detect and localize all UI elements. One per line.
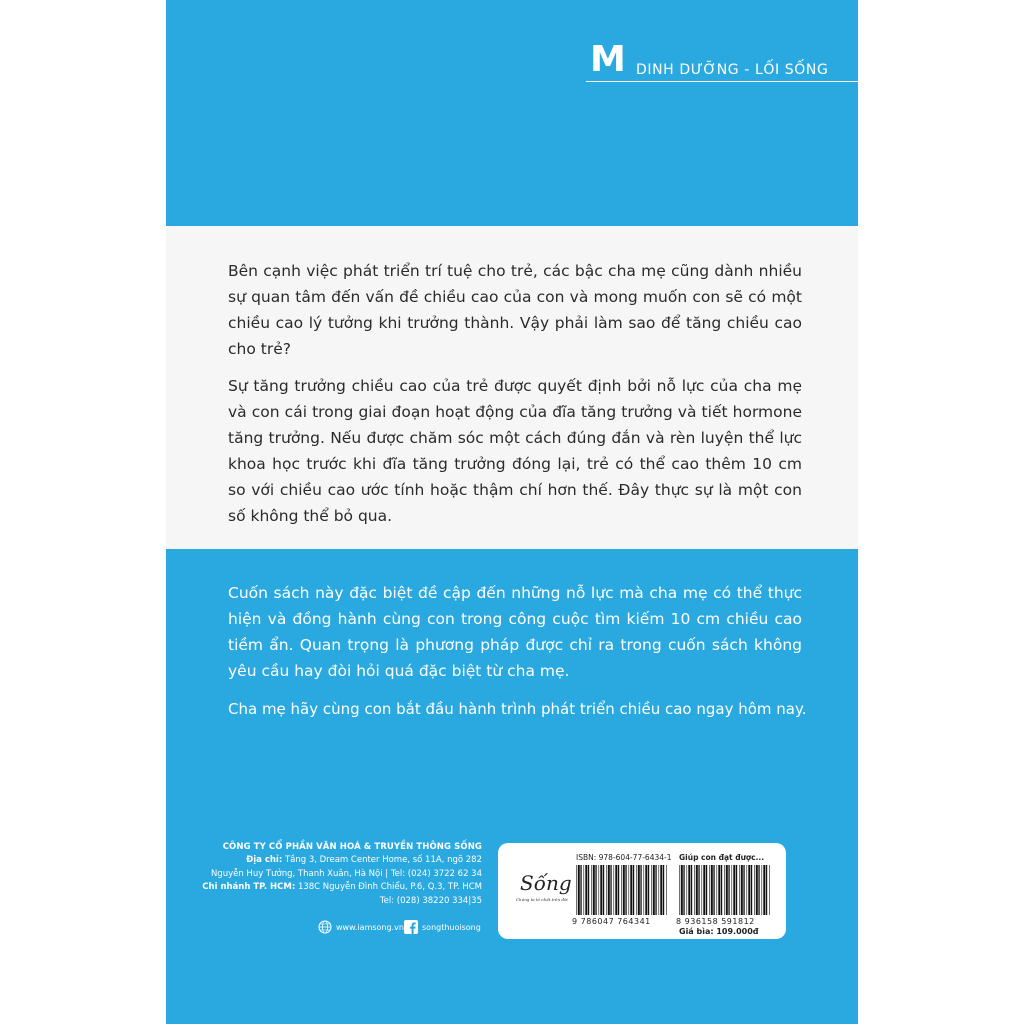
barcode-bar (660, 865, 662, 915)
series-underline (586, 81, 858, 82)
series-name: DINH DƯỠNG - LỐI SỐNG (636, 62, 829, 78)
barcode-bar (721, 865, 722, 915)
branch-text-1: 138C Nguyễn Đình Chiểu, P.6, Q.3, TP. HCM (297, 882, 482, 892)
barcode-bar (630, 865, 632, 915)
barcode-bar (585, 865, 587, 915)
website-link[interactable]: www.iamsong.vn (336, 923, 404, 932)
book-title-short: Giúp con đạt được... (679, 853, 765, 862)
publisher-address-line-2: Nguyễn Huy Tưởng, Thanh Xuân, Hà Nội | Tel: (024) 3722 62 34 (210, 868, 482, 879)
barcode-bar (659, 865, 660, 915)
isbn-barcode (576, 865, 668, 917)
barcode-bar (741, 865, 743, 915)
barcode-bar (769, 865, 770, 915)
barcode-bar (762, 865, 763, 915)
publisher-socials (318, 918, 488, 938)
barcode-bar (756, 865, 758, 915)
barcode-bar (736, 865, 737, 915)
barcode-bar (593, 865, 595, 915)
barcode-bar (595, 865, 596, 915)
barcode-bar (739, 865, 740, 915)
barcode-bar (648, 865, 649, 915)
blurb-paragraph-1: Bên cạnh việc phát triển trí tuệ cho trẻ, các bậc cha mẹ cũng dành nhiều sự quan tâm đến vấn đề chiều cao của con và mong muốn con sẽ có một chiều cao lý tưởng khi trưởng thành. Vậy phải làm sao để tăng chiều cao cho trẻ? (228, 262, 802, 358)
barcode-bar (713, 865, 714, 915)
barcode-bar (733, 865, 735, 915)
barcode-bar (718, 865, 720, 915)
barcode-bar (599, 865, 600, 915)
barcode-bar (666, 865, 667, 915)
barcode-bar (754, 865, 755, 915)
barcode-bar (580, 865, 581, 915)
barcode-bar (629, 865, 630, 915)
barcode-bar (621, 865, 622, 915)
barcode-bar (696, 865, 698, 915)
publisher-name: CÔNG TY CỔ PHẦN VĂN HOÁ & TRUYỀN THÔNG SỐNG (222, 842, 482, 852)
address-text-1: Tầng 3, Dream Center Home, số 11A, ngõ 282 (284, 855, 482, 865)
barcode-bar (608, 865, 610, 915)
barcode-bar (644, 865, 645, 915)
barcode-bar (683, 865, 684, 915)
publisher-info (166, 840, 482, 908)
barcode-bar (614, 865, 615, 915)
barcode-bar (610, 865, 611, 915)
barcode-bar (653, 865, 655, 915)
barcode-bar (623, 865, 625, 915)
blurb-paragraph-2: Sự tăng trưởng chiều cao của trẻ được quyết định bởi nỗ lực của cha mẹ và con cái trong giai đoạn hoạt động của đĩa tăng trưởng và tiết hormone tăng trưởng. Nếu được chăm sóc một cách đúng đắn và rèn luyện thể lực khoa học trước khi đĩa tăng trưởng đóng lại, trẻ có thể cao thêm 10 cm so với chiều cao ước tính hoặc thậm chí hơn thế. Đây thực sự là một con số không thể bỏ qua. (228, 377, 802, 525)
facebook-link[interactable]: songthuoisong (422, 923, 481, 932)
barcode-bar (748, 865, 750, 915)
barcode-bar (694, 865, 695, 915)
barcode-bar (663, 865, 664, 915)
barcode-bar (724, 865, 725, 915)
publisher-logo (516, 869, 572, 913)
barcode-bar (636, 865, 637, 915)
barcode-bar (703, 865, 705, 915)
barcode-bar (763, 865, 765, 915)
barcode-bar (651, 865, 652, 915)
barcode-bar (633, 865, 634, 915)
barcode-bar (603, 865, 604, 915)
book-back-cover (166, 0, 858, 1024)
barcode-bar (576, 865, 577, 915)
logo-tagline: Chúng ta tỏ nhất trên đời (516, 897, 568, 902)
barcode-card (498, 843, 786, 939)
barcode-bar (743, 865, 744, 915)
logo-wordmark: Sống (520, 871, 572, 895)
barcode-bar (728, 865, 729, 915)
barcode-bar (747, 865, 748, 915)
barcode-bar (588, 865, 589, 915)
barcode-bar (655, 865, 656, 915)
address-label: Địa chỉ: (246, 855, 283, 865)
barcode-bar (640, 865, 641, 915)
blurb-paragraph-4: Cha mẹ hãy cùng con bắt đầu hành trình phát triển chiều cao ngay hôm nay. (228, 700, 807, 718)
barcode-bar (706, 865, 707, 915)
barcode-bar (615, 865, 617, 915)
barcode-bar (691, 865, 692, 915)
barcode-bar (726, 865, 728, 915)
barcode-bar (578, 865, 580, 915)
barcode-bar (688, 865, 690, 915)
price-barcode-digits: 8 936158 591812 (676, 917, 755, 926)
barcode-bar (606, 865, 607, 915)
isbn-barcode-digits: 9 786047 764341 (572, 917, 651, 926)
series-logo-letter: M (590, 39, 626, 80)
barcode-bar (687, 865, 688, 915)
barcode-bar (698, 865, 699, 915)
barcode-bar (584, 865, 585, 915)
isbn-number: ISBN: 978-604-77-6434-1 (576, 853, 672, 862)
barcode-bar (618, 865, 619, 915)
barcode-bar (709, 865, 710, 915)
barcode-bar (645, 865, 647, 915)
publisher-branch-line-1 (166, 881, 482, 895)
branch-label: Chi nhánh TP. HCM: (202, 882, 296, 892)
barcode-bar (591, 865, 592, 915)
blurb-paragraph-3: Cuốn sách này đặc biệt đề cập đến những nỗ lực mà cha mẹ có thể thực hiện và đồng hành cùng con trong công cuộc tìm kiếm 10 cm chiều cao tiềm ẩn. Quan trọng là phương pháp được chỉ ra trong cuốn sách không yêu cầu hay đòi hỏi quá đặc biệt từ cha mẹ. (228, 584, 802, 680)
barcode-bar (702, 865, 703, 915)
barcode-bar (711, 865, 713, 915)
publisher-branch-line-2: Tel: (028) 38220 334|35 (379, 895, 482, 906)
barcode-bar (681, 865, 683, 915)
barcode-bar (717, 865, 718, 915)
barcode-bar (732, 865, 733, 915)
barcode-bar (625, 865, 626, 915)
barcode-bar (751, 865, 752, 915)
series-header (586, 40, 858, 82)
barcode-bar (766, 865, 767, 915)
facebook-icon (404, 920, 418, 934)
barcode-bar (638, 865, 640, 915)
barcode-bar (758, 865, 759, 915)
cover-price: Giá bìa: 109.000đ (679, 927, 759, 936)
barcode-bar (600, 865, 602, 915)
publisher-address-line-1 (166, 854, 482, 868)
barcode-bar (679, 865, 680, 915)
price-barcode (679, 865, 771, 917)
globe-icon (318, 920, 332, 934)
